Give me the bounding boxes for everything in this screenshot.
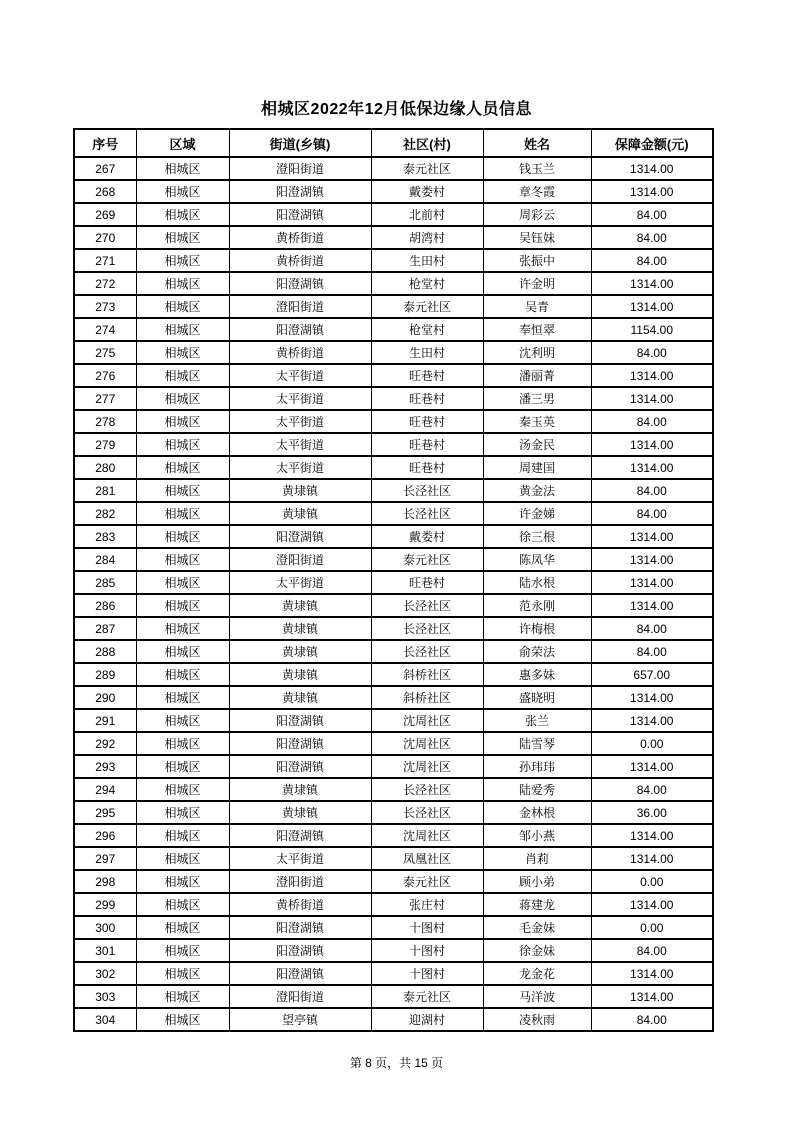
table-cell: 太平街道: [229, 410, 371, 433]
table-cell: 长泾社区: [371, 801, 483, 824]
table-cell: 1314.00: [591, 387, 713, 410]
table-cell: 1314.00: [591, 180, 713, 203]
table-cell: 生田村: [371, 341, 483, 364]
table-cell: 徐金妹: [483, 939, 591, 962]
table-cell: 267: [74, 157, 136, 180]
table-row: [74, 180, 713, 203]
table-cell: 长泾社区: [371, 594, 483, 617]
table-cell: 澄阳街道: [229, 295, 371, 318]
table-cell: 296: [74, 824, 136, 847]
table-cell: 相城区: [136, 686, 229, 709]
table-cell: 阳澄湖镇: [229, 916, 371, 939]
table-row: [74, 1008, 713, 1031]
table-cell: 长泾社区: [371, 778, 483, 801]
table-cell: 旺巷村: [371, 456, 483, 479]
table-cell: 黄桥街道: [229, 893, 371, 916]
table-cell: 0.00: [591, 732, 713, 755]
table-cell: 277: [74, 387, 136, 410]
table-cell: 黄埭镇: [229, 594, 371, 617]
table-cell: 黄埭镇: [229, 686, 371, 709]
table-cell: 284: [74, 548, 136, 571]
table-cell: 1314.00: [591, 157, 713, 180]
table-cell: 276: [74, 364, 136, 387]
table-cell: 相城区: [136, 571, 229, 594]
table-cell: 黄埭镇: [229, 502, 371, 525]
table-cell: 相城区: [136, 709, 229, 732]
table-row: [74, 157, 713, 180]
table-cell: 304: [74, 1008, 136, 1031]
table-cell: 陈凤华: [483, 548, 591, 571]
table-cell: 291: [74, 709, 136, 732]
table-cell: 相城区: [136, 594, 229, 617]
table-row: [74, 433, 713, 456]
table-cell: 279: [74, 433, 136, 456]
table-cell: 澄阳街道: [229, 985, 371, 1008]
table-cell: 澄阳街道: [229, 870, 371, 893]
table-cell: 阳澄湖镇: [229, 203, 371, 226]
table-row: [74, 732, 713, 755]
table-row: [74, 709, 713, 732]
table-cell: 1314.00: [591, 295, 713, 318]
table-cell: 275: [74, 341, 136, 364]
table-cell: 阳澄湖镇: [229, 939, 371, 962]
table-cell: 293: [74, 755, 136, 778]
table-cell: 沈周社区: [371, 709, 483, 732]
table-cell: 268: [74, 180, 136, 203]
table-cell: 阳澄湖镇: [229, 180, 371, 203]
table-cell: 285: [74, 571, 136, 594]
table-cell: 相城区: [136, 870, 229, 893]
table-cell: 章冬霞: [483, 180, 591, 203]
table-row: [74, 318, 713, 341]
table-cell: 马洋波: [483, 985, 591, 1008]
table-cell: 泰元社区: [371, 870, 483, 893]
table-cell: 张振中: [483, 249, 591, 272]
table-cell: 1314.00: [591, 893, 713, 916]
table-cell: 陆水根: [483, 571, 591, 594]
table-cell: 太平街道: [229, 571, 371, 594]
table-cell: 毛金妹: [483, 916, 591, 939]
table-cell: 蒋建龙: [483, 893, 591, 916]
table-cell: 286: [74, 594, 136, 617]
table-cell: 303: [74, 985, 136, 1008]
table-cell: 张庄村: [371, 893, 483, 916]
table-cell: 奉恒翠: [483, 318, 591, 341]
table-body: [74, 157, 713, 1031]
table-row: [74, 594, 713, 617]
table-cell: 周彩云: [483, 203, 591, 226]
table-cell: 许金娣: [483, 502, 591, 525]
table-cell: 周建国: [483, 456, 591, 479]
table-cell: 相城区: [136, 295, 229, 318]
table-cell: 凌秋雨: [483, 1008, 591, 1031]
table-row: [74, 962, 713, 985]
table-cell: 阳澄湖镇: [229, 272, 371, 295]
table-cell: 1314.00: [591, 962, 713, 985]
table-cell: 84.00: [591, 479, 713, 502]
table-cell: 泰元社区: [371, 295, 483, 318]
column-header: 保障金额(元): [591, 129, 713, 157]
table-cell: 旺巷村: [371, 410, 483, 433]
table-cell: 沈利明: [483, 341, 591, 364]
benefit-info-table: [73, 128, 714, 1032]
table-cell: 1314.00: [591, 755, 713, 778]
table-cell: 沈周社区: [371, 732, 483, 755]
table-cell: 1314.00: [591, 824, 713, 847]
table-cell: 270: [74, 226, 136, 249]
table-cell: 1314.00: [591, 594, 713, 617]
column-header: 序号: [74, 129, 136, 157]
table-cell: 相城区: [136, 893, 229, 916]
table-cell: 十图村: [371, 916, 483, 939]
table-row: [74, 870, 713, 893]
table-cell: 孙玮玮: [483, 755, 591, 778]
table-cell: 龙金花: [483, 962, 591, 985]
table-cell: 黄埭镇: [229, 778, 371, 801]
table-cell: 钱玉兰: [483, 157, 591, 180]
table-cell: 阳澄湖镇: [229, 824, 371, 847]
table-cell: 相城区: [136, 801, 229, 824]
table-cell: 旺巷村: [371, 364, 483, 387]
table-cell: 84.00: [591, 226, 713, 249]
table-cell: 太平街道: [229, 364, 371, 387]
table-cell: 274: [74, 318, 136, 341]
table-cell: 沈周社区: [371, 824, 483, 847]
page-title: 相城区2022年12月低保边缘人员信息: [261, 101, 532, 118]
table-cell: 0.00: [591, 870, 713, 893]
table-cell: 299: [74, 893, 136, 916]
table-cell: 1314.00: [591, 847, 713, 870]
table-cell: 相城区: [136, 364, 229, 387]
table-cell: 黄埭镇: [229, 640, 371, 663]
table-row: [74, 203, 713, 226]
table-cell: 1314.00: [591, 272, 713, 295]
table-cell: 相城区: [136, 502, 229, 525]
table-cell: 相城区: [136, 525, 229, 548]
table-cell: 0.00: [591, 916, 713, 939]
table-cell: 黄埭镇: [229, 663, 371, 686]
table-cell: 相城区: [136, 479, 229, 502]
table-cell: 1154.00: [591, 318, 713, 341]
column-header: 区域: [136, 129, 229, 157]
table-cell: 84.00: [591, 249, 713, 272]
table-cell: 273: [74, 295, 136, 318]
table-cell: 269: [74, 203, 136, 226]
table-cell: 相城区: [136, 617, 229, 640]
table-cell: 282: [74, 502, 136, 525]
table-row: [74, 801, 713, 824]
column-header: 街道(乡镇): [229, 129, 371, 157]
table-cell: 1314.00: [591, 686, 713, 709]
table-row: [74, 893, 713, 916]
table-cell: 张兰: [483, 709, 591, 732]
table-cell: 相城区: [136, 410, 229, 433]
table-cell: 1314.00: [591, 433, 713, 456]
table-cell: 许金明: [483, 272, 591, 295]
table-cell: 相城区: [136, 1008, 229, 1031]
table-cell: 斜桥社区: [371, 686, 483, 709]
table-cell: 泰元社区: [371, 985, 483, 1008]
table-cell: 1314.00: [591, 548, 713, 571]
table-cell: 相城区: [136, 732, 229, 755]
table-cell: 黄桥街道: [229, 341, 371, 364]
table-row: [74, 847, 713, 870]
table-cell: 阳澄湖镇: [229, 732, 371, 755]
table-cell: 长泾社区: [371, 502, 483, 525]
table-cell: 相城区: [136, 985, 229, 1008]
table-cell: 枪堂村: [371, 318, 483, 341]
table-cell: 生田村: [371, 249, 483, 272]
column-header: 姓名: [483, 129, 591, 157]
table-cell: 302: [74, 962, 136, 985]
table-cell: 290: [74, 686, 136, 709]
table-cell: 84.00: [591, 341, 713, 364]
table-cell: 金林根: [483, 801, 591, 824]
table-cell: 潘三男: [483, 387, 591, 410]
table-cell: 吴青: [483, 295, 591, 318]
table-cell: 黄金法: [483, 479, 591, 502]
table-cell: 吴钰妹: [483, 226, 591, 249]
table-row: [74, 295, 713, 318]
table-cell: 相城区: [136, 341, 229, 364]
table-row: [74, 479, 713, 502]
table-cell: 相城区: [136, 157, 229, 180]
table-cell: 相城区: [136, 226, 229, 249]
table-cell: 阳澄湖镇: [229, 525, 371, 548]
table-cell: 黄埭镇: [229, 801, 371, 824]
table-cell: 阳澄湖镇: [229, 755, 371, 778]
table-row: [74, 341, 713, 364]
table-cell: 黄埭镇: [229, 479, 371, 502]
table-row: [74, 755, 713, 778]
table-cell: 肖莉: [483, 847, 591, 870]
table-row: [74, 456, 713, 479]
table-cell: 胡湾村: [371, 226, 483, 249]
table-cell: 徐三根: [483, 525, 591, 548]
table-cell: 枪堂村: [371, 272, 483, 295]
table-cell: 84.00: [591, 617, 713, 640]
table-cell: 84.00: [591, 502, 713, 525]
table-row: [74, 663, 713, 686]
table-cell: 相城区: [136, 433, 229, 456]
table-cell: 295: [74, 801, 136, 824]
table-row: [74, 939, 713, 962]
table-cell: 阳澄湖镇: [229, 962, 371, 985]
table-cell: 惠多妹: [483, 663, 591, 686]
table-cell: 相城区: [136, 180, 229, 203]
table-cell: 84.00: [591, 778, 713, 801]
table-cell: 相城区: [136, 755, 229, 778]
table-cell: 84.00: [591, 640, 713, 663]
table-cell: 278: [74, 410, 136, 433]
table-cell: 相城区: [136, 387, 229, 410]
table-head: [74, 129, 713, 157]
table-cell: 相城区: [136, 939, 229, 962]
table-cell: 相城区: [136, 824, 229, 847]
page-number: 第 8 页，共 15 页: [349, 1056, 444, 1070]
table-row: [74, 525, 713, 548]
table-cell: 望亭镇: [229, 1008, 371, 1031]
table-cell: 长泾社区: [371, 479, 483, 502]
table-cell: 292: [74, 732, 136, 755]
table-cell: 北前村: [371, 203, 483, 226]
table-cell: 俞荣法: [483, 640, 591, 663]
table-cell: 泰元社区: [371, 157, 483, 180]
table-cell: 289: [74, 663, 136, 686]
table-cell: 280: [74, 456, 136, 479]
table-cell: 阳澄湖镇: [229, 318, 371, 341]
table-cell: 顾小弟: [483, 870, 591, 893]
table-cell: 太平街道: [229, 433, 371, 456]
table-cell: 283: [74, 525, 136, 548]
table-cell: 斜桥社区: [371, 663, 483, 686]
table-cell: 294: [74, 778, 136, 801]
table-cell: 潘丽菁: [483, 364, 591, 387]
table-cell: 黄桥街道: [229, 226, 371, 249]
table-cell: 298: [74, 870, 136, 893]
table-cell: 范永刚: [483, 594, 591, 617]
table-cell: 相城区: [136, 663, 229, 686]
table-cell: 澄阳街道: [229, 548, 371, 571]
table-row: [74, 249, 713, 272]
table-cell: 84.00: [591, 203, 713, 226]
table-header-row: [74, 129, 713, 157]
table-cell: 澄阳街道: [229, 157, 371, 180]
table-cell: 沈周社区: [371, 755, 483, 778]
table-cell: 297: [74, 847, 136, 870]
table-row: [74, 686, 713, 709]
table-row: [74, 410, 713, 433]
table-row: [74, 364, 713, 387]
column-header: 社区(村): [371, 129, 483, 157]
table-cell: 旺巷村: [371, 433, 483, 456]
table-cell: 1314.00: [591, 456, 713, 479]
table-cell: 281: [74, 479, 136, 502]
table-row: [74, 640, 713, 663]
table-cell: 凤凰社区: [371, 847, 483, 870]
table-cell: 迎湖村: [371, 1008, 483, 1031]
table-cell: 长泾社区: [371, 640, 483, 663]
table-cell: 271: [74, 249, 136, 272]
table-cell: 长泾社区: [371, 617, 483, 640]
table-cell: 戴娄村: [371, 525, 483, 548]
table-row: [74, 548, 713, 571]
table-cell: 太平街道: [229, 456, 371, 479]
table-cell: 秦玉英: [483, 410, 591, 433]
table-cell: 84.00: [591, 1008, 713, 1031]
table-cell: 287: [74, 617, 136, 640]
table-row: [74, 387, 713, 410]
table-cell: 相城区: [136, 203, 229, 226]
table-cell: 84.00: [591, 939, 713, 962]
table-row: [74, 571, 713, 594]
table-cell: 相城区: [136, 548, 229, 571]
table-cell: 相城区: [136, 456, 229, 479]
table-cell: 阳澄湖镇: [229, 709, 371, 732]
table-cell: 泰元社区: [371, 548, 483, 571]
table-row: [74, 502, 713, 525]
table-cell: 1314.00: [591, 985, 713, 1008]
table-cell: 旺巷村: [371, 571, 483, 594]
table-cell: 1314.00: [591, 571, 713, 594]
table-cell: 许梅根: [483, 617, 591, 640]
table-cell: 1314.00: [591, 364, 713, 387]
table-cell: 旺巷村: [371, 387, 483, 410]
table-cell: 288: [74, 640, 136, 663]
table-cell: 陆雪琴: [483, 732, 591, 755]
table-cell: 相城区: [136, 318, 229, 341]
table-row: [74, 985, 713, 1008]
table-cell: 十图村: [371, 939, 483, 962]
table-cell: 盛晓明: [483, 686, 591, 709]
table-cell: 戴娄村: [371, 180, 483, 203]
table-row: [74, 226, 713, 249]
table-cell: 相城区: [136, 640, 229, 663]
table-cell: 36.00: [591, 801, 713, 824]
table-row: [74, 778, 713, 801]
table-row: [74, 916, 713, 939]
table-cell: 1314.00: [591, 709, 713, 732]
table-cell: 84.00: [591, 410, 713, 433]
table-cell: 相城区: [136, 916, 229, 939]
table-cell: 太平街道: [229, 847, 371, 870]
table-cell: 272: [74, 272, 136, 295]
table-cell: 陆爱秀: [483, 778, 591, 801]
table-cell: 相城区: [136, 847, 229, 870]
table-cell: 黄桥街道: [229, 249, 371, 272]
table-cell: 太平街道: [229, 387, 371, 410]
table-cell: 十图村: [371, 962, 483, 985]
table-cell: 黄埭镇: [229, 617, 371, 640]
table-cell: 1314.00: [591, 525, 713, 548]
table-cell: 邹小燕: [483, 824, 591, 847]
table-row: [74, 824, 713, 847]
table-cell: 301: [74, 939, 136, 962]
table-row: [74, 617, 713, 640]
table-cell: 相城区: [136, 962, 229, 985]
table-cell: 657.00: [591, 663, 713, 686]
table-cell: 相城区: [136, 249, 229, 272]
table-cell: 相城区: [136, 778, 229, 801]
table-cell: 300: [74, 916, 136, 939]
table-row: [74, 272, 713, 295]
table-cell: 相城区: [136, 272, 229, 295]
table-cell: 汤金民: [483, 433, 591, 456]
